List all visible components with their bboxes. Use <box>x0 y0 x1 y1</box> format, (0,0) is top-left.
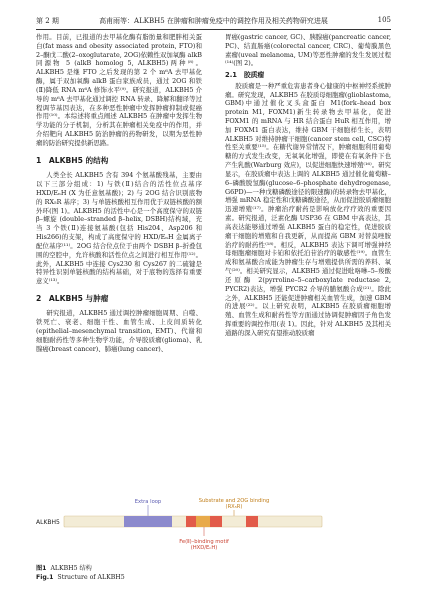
header-rule <box>36 29 391 30</box>
fe-motif-segment-2 <box>210 516 222 527</box>
right-column <box>225 33 391 338</box>
fe-motif-segment-3 <box>246 516 258 527</box>
caption-zh-number: 图1 <box>36 565 47 572</box>
extra-loop-domain <box>124 516 172 527</box>
running-title: 高甫雨等：ALKBH5 在肿瘤和肿瘤免疫中的调控作用及相关药物研究进展 <box>99 17 328 25</box>
rx5r-motif-segment <box>196 516 210 527</box>
section-heading-tumor: 2 ALKBH5 与肿瘤 <box>36 294 109 303</box>
caption-zh <box>36 564 125 573</box>
left-column <box>36 33 202 354</box>
fe-motif-segment-1 <box>186 516 196 527</box>
paragraph-tumor-cont: 胃癌(gastric cancer, GC)、胰腺癌(pancreatic cancer, PC)、结直肠癌(colorectal cancer, CRC)、葡萄膜黑色素瘤(uveal melanoma, UM)等恶性肿瘤的发生发展过程⁽¹⁴⁾(图 2)。 <box>225 33 391 68</box>
paragraph-structure: 人类全长 ALKBH5 含有 394 个氨基酸残基，主要由以下三部分组成：1) 与铁(Ⅱ)结合的活性位点基序 HXD/EₙH (X 为任意氨基酸)；2) 与 2OG 结合识别底物的 RX₅R 基序；3) 与单链核酸相互作用优于双链核酸的额外环(图 1)。ALKBH5 的活性中心是一个高度保守的双链 β–螺旋 (double–stranded β–helix, DSBH)结构域，充当 3 个铁(Ⅱ)连接氨基酸(包括 His204、Asp206 和 His266)的支架，构成了高度保守的 HXD/EₙH 金属离子配位基序⁽¹¹⁾。2OG 结合位点位于由两个 DSBH β–折叠包围的空腔中，允许核酸和活性位点之间进行相互作用⁽¹²⁾。此外，ALKBH5 中连接 Cys230 和 Cys267 的二硫键是特异性识别单链核酸的结构基础，对于底物的选择有重要意义⁽¹³⁾。 <box>36 171 202 286</box>
label-substrate-binding: Substrate and 2OG binding <box>198 498 270 504</box>
figure-alkbh5-structure <box>36 496 391 556</box>
paragraph-glioma: 胶质瘤是一种严重危害患者身心健康的中枢神经系统肿瘤。研究发现，ALKBH5 在胶质母细胞瘤(glioblastoma, GBM)中通过催化叉头盒蛋白 M1(fork–head box protein M1, FOXM1)新生转录物去甲基化，促进 FOXM1 的 mRNA 与 HR 结合蛋白 HuR 相互作用，增加 FOXM1 蛋白表达，维持 GBM 干细胞样生长，表明 ALKBH5 对维持肿瘤干细胞(cancer stem cell, CSC)特性至关重要⁽¹⁵⁾。在糖代谢异常情况下，肿瘤细胞利用葡萄糖的方式发生改变，无氧氧化增强，即使在有氧条件下也产生乳酸(Warburg 效应)，以促进细胞快速增殖⁽¹⁶⁾。研究显示，在胶质瘤中表达上调的 ALKBH5 通过催化葡萄糖–6–磷酸脱氢酶(glucose–6–phosphate dehydrogenase, G6PD)—一种戊糖磷酸途径的限速酶)的转录物去甲基化，增强 mRNA 稳定性和戊糖磷酸途径，从而促进胶质瘤细胞迅速增殖⁽¹⁷⁾。肿瘤治疗耐药是影响放化疗疗效的重要因素。研究报道，泛素化酶 USP36 在 GBM 中高表达，其高表达能够通过增强 ALKBH5 蛋白的稳定性，促进胶质瘤干细胞的增殖和自我更新，从而提高 GBM 对替莫唑胺治疗的耐药性⁽¹⁸⁾。相反，ALKBH5 表达下调可增强神经母细胞瘤细胞对卡铂和依托泊苷治疗的敏感性⁽¹⁹⁾。血管生成和氨基酸合成能为肿瘤生存与增殖提供所需的养料、氧气⁽²⁰⁾。相关研究显示，ALKBH5 通过促进吡咯啉–5–羧酸还原酶 2(pyrroline–5–carboxylate reductase 2, PYCR2)表达，增强 PYCR2 介导的脯氨酸合成⁽²¹⁾。除此之外，ALKBH5 还能促进肿瘤相关血管生成，加速 GBM 的进展⁽²²⁾。以上研究表明，ALKBH5 在胶质瘤细胞增殖、血管生成和耐药性等方面通过协调促肿瘤因子角色发挥重要的调控作用(表 1)。因此，针对 ALKBH5 及其相关通路的深入研究有望推动胶质瘤 <box>225 81 391 337</box>
caption-zh-text: ALKBH5 结构 <box>50 565 92 572</box>
domain-diagram <box>36 496 391 556</box>
caption-en-number: Fig.1 <box>36 574 54 582</box>
paragraph-tumor: 研究报道，ALKBH5 通过调控肿瘤细胞周期、自噬、铁死亡、衰老、细胞干性、血管生成、上皮间质转化(epithelial–mesenchymal transition, EMT)、代谢和细胞耐药性等多种生物学功能，介导胶质瘤(glioma)、乳腺癌(breast cancer)、肺癌(lung cancer)、 <box>36 309 202 353</box>
running-header <box>36 16 391 28</box>
issue-number: 第 2 期 <box>36 17 59 25</box>
caption-en <box>36 573 125 582</box>
protein-name-label: ALKBH5 <box>36 519 60 526</box>
label-rx5r-motif: (RX₅R) <box>225 504 243 510</box>
figure-caption <box>36 564 125 583</box>
label-hxd-motif: (HXD/EₙH) <box>190 545 218 551</box>
caption-en-text: Structure of ALKBH5 <box>57 574 125 582</box>
page-number: 105 <box>377 16 391 24</box>
section-heading-structure: 1 ALKBH5 的结构 <box>36 155 109 165</box>
subsection-heading-glioma: 2.1 胶质瘤 <box>225 71 265 80</box>
label-fe-binding: Fe(Ⅱ)–binding motif <box>179 539 229 545</box>
label-extra-loop: Extra loop <box>134 499 162 505</box>
paragraph-intro-cont: 作用。目前，已报道的去甲基化酶有脂肪量和肥胖相关蛋白(fat mass and obesity associated protein, FTO)和 2–酮戊二酸(2–oxoglutarate, 2OG)依赖性双加氧酶 alkB 同源物 5 (alkB homolog 5, ALKBH5)两种⁽⁸⁾。ALKBH5 是继 FTO 之后发现的第 2 个 m⁶A 去甲基化酶，属于双加氧酶 alkB 蛋白家族成员，通过 2OG 和铁(Ⅱ)降低 RNA m⁶A 修饰水平⁽⁹⁾。研究报道，ALKBH5 介导的 m⁶A 去甲基化通过调控 RNA 转录、降解和翻译等过程调节基因表达，在多种恶性肿瘤中发挥肿瘤抑制或促癌作用⁽¹⁰⁾。本综述将重点阐述 ALKBH5 在肿瘤中发挥生物学功能的分子机制，分析其在肿瘤相关免疫中的作用，并介绍靶向 ALKBH5 防治肿瘤的药物研发，以期为恶性肿瘤的防治研究提供新思路。 <box>36 33 202 147</box>
